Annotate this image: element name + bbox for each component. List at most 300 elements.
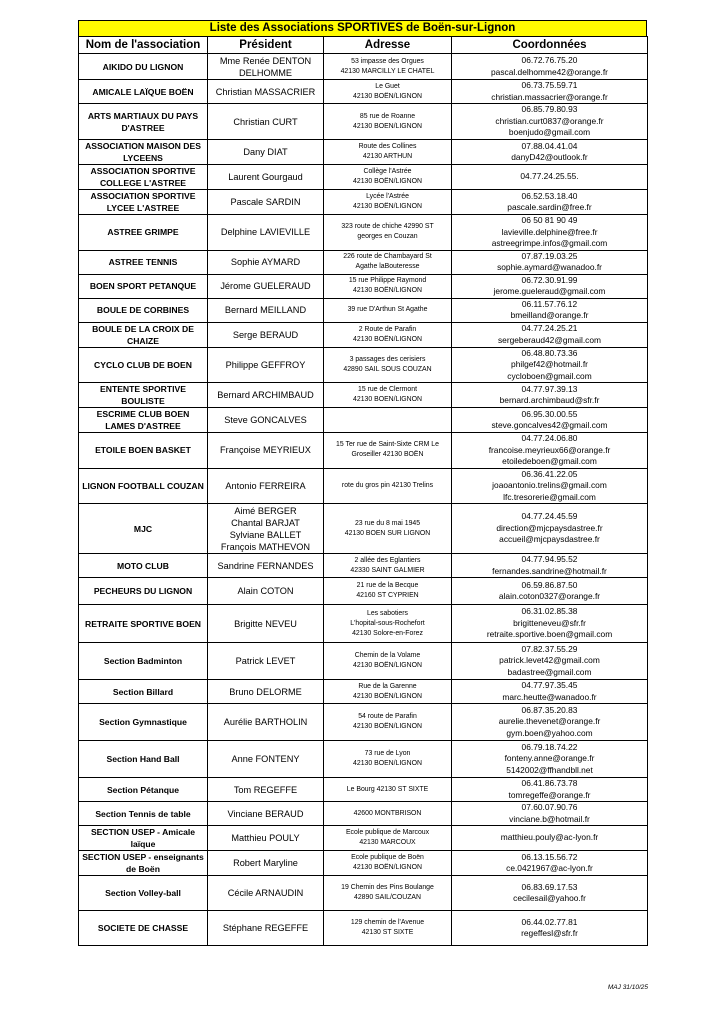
contact-cell <box>452 322 648 347</box>
contact-line: ce.0421967@ac-lyon.fr <box>506 863 593 873</box>
contact-line: 06.85.79.80.93 <box>521 104 578 115</box>
contact-cell <box>452 851 648 876</box>
association-name-line: CYCLO CLUB DE BOEN <box>94 359 192 370</box>
address-line: L'hopital-sous-Rochefort <box>350 619 425 627</box>
address-cell <box>324 140 452 165</box>
association-name-line: ARTS MARTIAUX DU PAYS D'ASTREE <box>87 110 199 133</box>
address-line: 42130 BOEN/LIGNON <box>353 760 422 767</box>
president-cell <box>208 140 324 165</box>
contact-line: francoise.meyrieux66@orange.fr <box>488 444 611 455</box>
contact-line: philgef42@hotmail.fr <box>511 359 588 369</box>
association-name-cell <box>79 190 208 215</box>
contact-cell <box>452 140 648 165</box>
association-name-cell <box>79 578 208 605</box>
association-name-cell <box>79 250 208 274</box>
table-row <box>79 851 648 876</box>
contact-cell <box>452 876 648 911</box>
address-line: Groseiller 42130 BOËN <box>351 451 424 459</box>
president-cell <box>208 80 324 104</box>
president-line: Bernard ARCHIMBAUD <box>217 390 314 400</box>
table-row <box>79 104 648 140</box>
contact-line: matthieu.pouly@ac-lyon.fr <box>500 832 599 843</box>
address-line: 42130 BOËN/LIGNON <box>353 92 422 100</box>
contact-line: 04.77.97.39.13 <box>521 383 578 394</box>
address-cell <box>324 322 452 347</box>
president-cell <box>208 383 324 408</box>
address-line: 42130 MARCOUX <box>359 839 416 846</box>
contact-cell <box>452 468 648 504</box>
association-name-line: ETOILE BOEN BASKET <box>95 445 191 456</box>
table-row <box>79 190 648 215</box>
contact-line: pascal.delhomme42@orange.fr <box>491 66 608 77</box>
president-line: Steve GONCALVES <box>224 415 307 425</box>
address-line: 42130 ARTHUN <box>362 153 413 160</box>
association-name-cell <box>79 468 208 504</box>
table-row <box>79 322 648 347</box>
contact-cell <box>452 504 648 554</box>
address-line: 323 route de chiche 42990 ST <box>341 223 434 231</box>
contact-line: 06.48.80.73.36 <box>521 347 578 358</box>
president-cell <box>208 802 324 826</box>
address-cell <box>324 250 452 274</box>
address-line: 42130 BOEN/LIGNON <box>353 122 422 130</box>
association-name-line: AMICALE LAÏQUE BOËN <box>92 86 194 97</box>
contact-cell <box>452 190 648 215</box>
contact-line: lfc.tresorerie@gmail.com <box>503 491 596 502</box>
address-cell <box>324 215 452 251</box>
association-name-line: SECTION USEP - Amicale laïque <box>90 827 196 849</box>
contact-cell <box>452 274 648 298</box>
contact-line: 06.73.75.59.71 <box>521 80 578 90</box>
contact-cell <box>452 250 648 274</box>
president-cell <box>208 408 324 433</box>
president-line: Stéphane REGEFFE <box>222 923 309 933</box>
table-row <box>79 215 648 251</box>
table-row <box>79 802 648 826</box>
address-cell <box>324 741 452 778</box>
table-row <box>79 468 648 504</box>
association-name-cell <box>79 165 208 190</box>
address-line: 21 rue de la Becque <box>356 582 419 589</box>
association-name-cell <box>79 322 208 347</box>
address-line: 53 impasse des Orgues <box>351 57 424 65</box>
contact-cell <box>452 383 648 408</box>
contact-line: 07.82.37.55.29 <box>521 643 578 654</box>
address-line: 226 route de Chambayard St <box>343 253 432 260</box>
president-cell <box>208 504 324 554</box>
contact-line: 06.36.41.22.05 <box>521 468 578 479</box>
address-line: 2 Route de Parafin <box>358 325 417 333</box>
address-cell <box>324 802 452 826</box>
table-row <box>79 911 648 946</box>
table-row <box>79 643 648 680</box>
president-line: Robert Maryline <box>233 858 298 868</box>
contact-line: sophie.aymard@wanadoo.fr <box>497 262 602 272</box>
association-name-line: ASSOCIATION SPORTIVE LYCEE L'ASTREE <box>90 191 196 213</box>
address-cell <box>324 643 452 680</box>
association-name-cell <box>79 911 208 946</box>
contact-line: vinciane.b@hotmail.fr <box>509 813 590 824</box>
address-cell <box>324 165 452 190</box>
table-row <box>79 433 648 469</box>
contact-line: alain.coton0327@orange.fr <box>498 591 601 601</box>
address-line: 19 Chemin des Pins Boulange <box>341 884 434 891</box>
association-name-line: Section Volley-ball <box>105 888 181 898</box>
contact-cell <box>452 643 648 680</box>
column-header-contact: Coordonnées <box>452 37 648 54</box>
president-line: Christian CURT <box>233 116 298 127</box>
address-line: Rue de la Garenne <box>358 682 417 690</box>
address-line: 42130 ST SIXTE <box>361 929 414 936</box>
president-line: Philippe GEFFROY <box>225 359 306 370</box>
contact-line: fernandes.sandrine@hotmail.fr <box>492 565 607 576</box>
address-line: 42600 MONTBRISON <box>353 809 422 817</box>
contact-line: 06.13.15.56.72 <box>521 851 578 862</box>
address-line: Collège l'Astrée <box>363 168 412 175</box>
address-line: Ecole publique de Marcoux <box>345 829 430 836</box>
address-cell <box>324 911 452 946</box>
address-line: 3 passages des cerisiers <box>349 355 426 363</box>
president-line: Cécile ARNAUDIN <box>227 888 304 898</box>
contact-cell <box>452 347 648 383</box>
contact-line: 06.41.86.73.78 <box>521 778 578 788</box>
address-line: 2 allée des Eglantiers <box>354 556 421 564</box>
address-line: 15 rue de Clermont <box>358 386 417 393</box>
address-cell <box>324 468 452 504</box>
table-row <box>79 741 648 778</box>
president-cell <box>208 165 324 190</box>
address-line: 129 chemin de l'Avenue <box>350 919 425 926</box>
president-cell <box>208 54 324 80</box>
contact-line: 06.72.76.75.20 <box>521 55 578 65</box>
contact-line: 5142002@ffhandbll.net <box>506 764 593 775</box>
contact-line: 06.52.53.18.40 <box>521 190 578 201</box>
address-line: 42890 SAIL/COUZAN <box>353 894 422 901</box>
address-cell <box>324 554 452 578</box>
president-line: Patrick LEVET <box>235 656 296 666</box>
address-line: 42330 SAINT GALMIER <box>350 566 425 574</box>
contact-line: fonteny.anne@orange.fr <box>504 753 595 764</box>
address-cell <box>324 704 452 741</box>
president-line: Sophie AYMARD <box>230 257 301 267</box>
table-row <box>79 504 648 554</box>
table-row <box>79 408 648 433</box>
address-cell <box>324 433 452 469</box>
contact-line: cycloboen@gmail.com <box>507 370 592 381</box>
contact-cell <box>452 104 648 140</box>
address-line: Le Guet <box>375 82 400 90</box>
president-line: Matthieu POULY <box>231 833 300 843</box>
address-line: Route des Collines <box>358 143 417 150</box>
address-line: 42130 BOËN/LIGNON <box>353 178 422 185</box>
association-name-cell <box>79 704 208 741</box>
contact-line: 07.87.19.03.25 <box>521 250 578 261</box>
contact-line: 04.77.24.06.80 <box>521 433 578 443</box>
contact-line: 04.77.24.45.59 <box>521 511 578 522</box>
contact-line: 06.72.30.91.99 <box>521 274 578 285</box>
address-cell <box>324 298 452 322</box>
address-cell <box>324 190 452 215</box>
contact-cell <box>452 802 648 826</box>
association-name-line: Section Badminton <box>103 656 183 666</box>
contact-line: direction@mjcpaysdastree.fr <box>496 522 603 533</box>
table-row <box>79 250 648 274</box>
president-line: Mme Renée DENTON <box>219 55 312 66</box>
association-name-line: ASTREE GRIMPE <box>107 227 179 238</box>
column-header-address: Adresse <box>324 37 452 54</box>
president-line: François MATHEVON <box>220 541 311 552</box>
table-row <box>79 54 648 80</box>
president-cell <box>208 322 324 347</box>
address-cell <box>324 578 452 605</box>
contact-line: patrick.levet42@gmail.com <box>499 655 600 666</box>
president-cell <box>208 741 324 778</box>
contact-line: jerome.gueleraud@gmail.com <box>493 286 606 296</box>
president-cell <box>208 605 324 643</box>
table-row <box>79 298 648 322</box>
table-row <box>79 140 648 165</box>
contact-cell <box>452 215 648 251</box>
association-name-line: ASSOCIATION MAISON DES LYCEENS <box>85 141 201 163</box>
association-name-line: BOULE DE CORBINES <box>96 305 190 315</box>
contact-line: badastree@gmail.com <box>507 666 592 677</box>
address-line: 42130 Solore-en-Forez <box>352 629 423 637</box>
president-line: Dany DIAT <box>243 147 288 157</box>
address-line: Chemin de la Volame <box>354 652 421 659</box>
contact-cell <box>452 826 648 851</box>
address-cell <box>324 408 452 433</box>
contact-line: steve.goncalves42@gmail.com <box>491 420 608 430</box>
address-cell <box>324 605 452 643</box>
president-cell <box>208 347 324 383</box>
president-cell <box>208 680 324 704</box>
association-name-cell <box>79 504 208 554</box>
contact-line: christian.curt0837@orange.fr <box>495 115 604 126</box>
president-line: Anne FONTENY <box>231 754 300 764</box>
contact-line: 06.95.30.00.55 <box>521 408 578 419</box>
association-name-line: MOTO CLUB <box>117 560 169 571</box>
association-name-line: Section Pétanque <box>106 784 180 795</box>
president-cell <box>208 298 324 322</box>
association-name-line: BOULE DE LA CROIX DE CHAIZE <box>92 323 194 346</box>
contact-line: cecilesail@yahoo.fr <box>513 893 586 903</box>
contact-line: 06.59.86.87.50 <box>521 579 578 590</box>
address-line: Le Bourg 42130 ST SIXTE <box>346 785 429 793</box>
association-name-cell <box>79 140 208 165</box>
contact-line: 06 50 81 90 49 <box>521 215 578 225</box>
address-line: 15 rue Philippe Raymond <box>348 277 427 284</box>
contact-cell <box>452 605 648 643</box>
address-cell <box>324 876 452 911</box>
address-line: 42130 BOËN/LIGNON <box>353 864 422 871</box>
address-cell <box>324 778 452 802</box>
president-line: Laurent Gourgaud <box>228 172 303 182</box>
table-row <box>79 347 648 383</box>
table-row <box>79 165 648 190</box>
contact-cell <box>452 554 648 578</box>
address-line: 15 Ter rue de Saint-Sixte CRM Le <box>336 441 439 449</box>
president-line: Aimé BERGER <box>234 505 297 516</box>
president-cell <box>208 554 324 578</box>
association-name-cell <box>79 274 208 298</box>
address-line: 42160 ST CYPRIEN <box>356 592 419 599</box>
table-row <box>79 876 648 911</box>
association-name-line: SOCIETE DE CHASSE <box>97 923 189 933</box>
association-name-cell <box>79 778 208 802</box>
president-line: Bernard MEILLAND <box>224 305 307 315</box>
association-name-line: LIGNON FOOTBALL COUZAN <box>82 480 204 491</box>
table-row <box>79 80 648 104</box>
contact-line: christian.massacrier@orange.fr <box>491 91 608 102</box>
president-line: Antonio FERREIRA <box>225 480 306 491</box>
association-name-cell <box>79 876 208 911</box>
address-line: 42130 BOEN/LIGNON <box>353 396 422 403</box>
president-line: Chantal BARJAT <box>231 517 300 528</box>
association-name-cell <box>79 383 208 408</box>
association-name-cell <box>79 298 208 322</box>
address-line: Ecole publique de Boën <box>351 854 424 861</box>
association-name-cell <box>79 802 208 826</box>
table-row <box>79 274 648 298</box>
president-cell <box>208 468 324 504</box>
address-cell <box>324 826 452 851</box>
table-row <box>79 605 648 643</box>
association-name-cell <box>79 605 208 643</box>
contact-cell <box>452 680 648 704</box>
contact-line: lavieville.delphine@free.fr <box>501 226 598 237</box>
address-cell <box>324 54 452 80</box>
association-name-cell <box>79 104 208 140</box>
contact-line: 06.11.57.76.12 <box>521 298 578 309</box>
contact-line: pascale.sardin@free.fr <box>507 202 592 212</box>
association-name-line: Section Gymnastique <box>99 717 187 727</box>
association-name-cell <box>79 826 208 851</box>
address-line: 42890 SAIL SOUS COUZAN <box>343 365 432 373</box>
president-line: Sylviane BALLET <box>229 529 302 540</box>
president-cell <box>208 826 324 851</box>
president-cell <box>208 578 324 605</box>
contact-line: aurelie.thevenet@orange.fr <box>498 716 601 727</box>
address-line: 73 rue de Lyon <box>364 750 411 757</box>
contact-line: 07.88.04.41.04 <box>521 140 578 151</box>
address-line: Agathe laBouteresse <box>355 263 420 270</box>
president-line: Christian MASSACRIER <box>215 86 316 97</box>
update-date: MAJ 31/10/25 <box>607 984 648 991</box>
contact-line: 04.77.94.95.52 <box>521 554 578 564</box>
association-name-cell <box>79 851 208 876</box>
page-title: Liste des Associations SPORTIVES de Boën-sur-Lignon <box>78 20 647 36</box>
contact-line: joaoantonio.trelins@gmail.com <box>492 480 607 490</box>
address-line: rote du gros pin 42130 Trelins <box>341 481 434 489</box>
contact-cell <box>452 741 648 778</box>
president-line: DELHOMME <box>238 67 293 78</box>
contact-cell <box>452 80 648 104</box>
contact-line: bernard.archimbaud@sfr.fr <box>499 395 600 405</box>
president-line: Alain COTON <box>237 586 294 596</box>
address-line: Les sabotiers <box>367 609 408 617</box>
table-row <box>79 680 648 704</box>
address-line: 42130 BOËN/LIGNON <box>353 203 422 210</box>
address-line: Lycée l'Astrée <box>366 193 409 200</box>
president-cell <box>208 274 324 298</box>
association-name-cell <box>79 554 208 578</box>
association-list <box>78 20 647 946</box>
association-name-line: ESCRIME CLUB BOEN LAMES D'ASTREE <box>96 409 190 431</box>
association-name-cell <box>79 741 208 778</box>
association-name-line: AIKIDO DU LIGNON <box>102 61 184 72</box>
president-line: Brigitte NEVEU <box>234 618 297 629</box>
header-row <box>79 37 648 54</box>
association-name-cell <box>79 80 208 104</box>
contact-line: 06.44.02.77.81 <box>521 916 578 927</box>
association-name-line: BOEN SPORT PETANQUE <box>89 281 197 291</box>
association-name-line: PECHEURS DU LIGNON <box>93 586 193 596</box>
contact-line: accueil@mjcpaysdastree.fr <box>499 534 600 545</box>
address-line: 42130 BOËN/LIGNON <box>353 335 422 343</box>
address-line: 85 rue de Roanne <box>359 112 416 120</box>
association-name-line: SECTION USEP - enseignants de Boën <box>82 852 204 874</box>
address-line: 42130 BOËN/LIGNON <box>353 287 422 294</box>
president-line: Pascale SARDIN <box>230 197 301 207</box>
address-line: 42130 BOEN SUR LIGNON <box>344 529 431 537</box>
president-cell <box>208 190 324 215</box>
contact-line: regeffesl@sfr.fr <box>521 928 578 938</box>
contact-line: tomregeffe@orange.fr <box>508 789 591 800</box>
contact-line: 04.77.97.35.45 <box>521 680 578 690</box>
contact-line: 06.83.69.17.53 <box>521 881 578 892</box>
president-cell <box>208 876 324 911</box>
president-line: Vinciane BERAUD <box>227 808 304 819</box>
column-header-name: Nom de l'association <box>79 37 208 54</box>
contact-line: sergeberaud42@gmail.com <box>497 334 601 345</box>
address-line: 39 rue D'Arthun St Agathe <box>347 306 428 313</box>
contact-line: marc.heutte@wanadoo.fr <box>502 691 597 702</box>
address-line: 54 route de Parafin <box>358 713 417 720</box>
association-name-cell <box>79 433 208 469</box>
address-cell <box>324 80 452 104</box>
column-header-president: Président <box>208 37 324 54</box>
address-line: 42130 MARCILLY LE CHATEL <box>340 67 435 75</box>
address-line: georges en Couzan <box>357 233 418 241</box>
president-line: Aurélie BARTHOLIN <box>223 717 308 727</box>
president-cell <box>208 104 324 140</box>
address-line: 42130 BOËN/LIGNON <box>353 723 422 730</box>
association-name-line: MJC <box>133 523 153 534</box>
contact-cell <box>452 54 648 80</box>
president-cell <box>208 851 324 876</box>
association-name-cell <box>79 408 208 433</box>
address-cell <box>324 680 452 704</box>
association-name-cell <box>79 54 208 80</box>
president-cell <box>208 911 324 946</box>
association-name-line: Section Hand Ball <box>106 754 180 764</box>
president-cell <box>208 433 324 469</box>
association-name-line: Section Billard <box>112 686 174 697</box>
president-line: Delphine LAVIEVILLE <box>220 227 311 238</box>
contact-cell <box>452 578 648 605</box>
table-row <box>79 826 648 851</box>
address-cell <box>324 274 452 298</box>
association-name-cell <box>79 347 208 383</box>
contact-cell <box>452 408 648 433</box>
association-name-line: ENTENTE SPORTIVE BOULISTE <box>100 384 186 406</box>
association-name-line: Section Tennis de table <box>95 808 191 819</box>
table-row <box>79 383 648 408</box>
address-line: 42130 BOËN/LIGNON <box>353 692 422 700</box>
association-name-line: ASTREE TENNIS <box>108 257 178 267</box>
contact-cell <box>452 911 648 946</box>
contact-cell <box>452 433 648 469</box>
